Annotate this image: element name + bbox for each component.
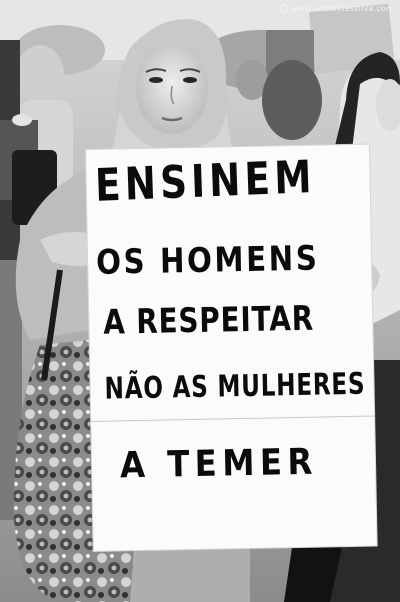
camera-icon — [279, 4, 288, 13]
photo-watermark: www.anderclessilva.com — [279, 4, 394, 13]
sign-line-3: A RESPEITAR — [102, 298, 315, 343]
sign-line-1: ENSINEM — [94, 149, 317, 212]
sign-line-5: A TEMER — [119, 441, 319, 487]
sign-fold-line — [91, 416, 374, 422]
sign-line-4: NÃO AS MULHERES — [104, 366, 366, 407]
protest-sign — [86, 145, 377, 551]
sign-line-2: OS HOMENS — [95, 238, 320, 283]
